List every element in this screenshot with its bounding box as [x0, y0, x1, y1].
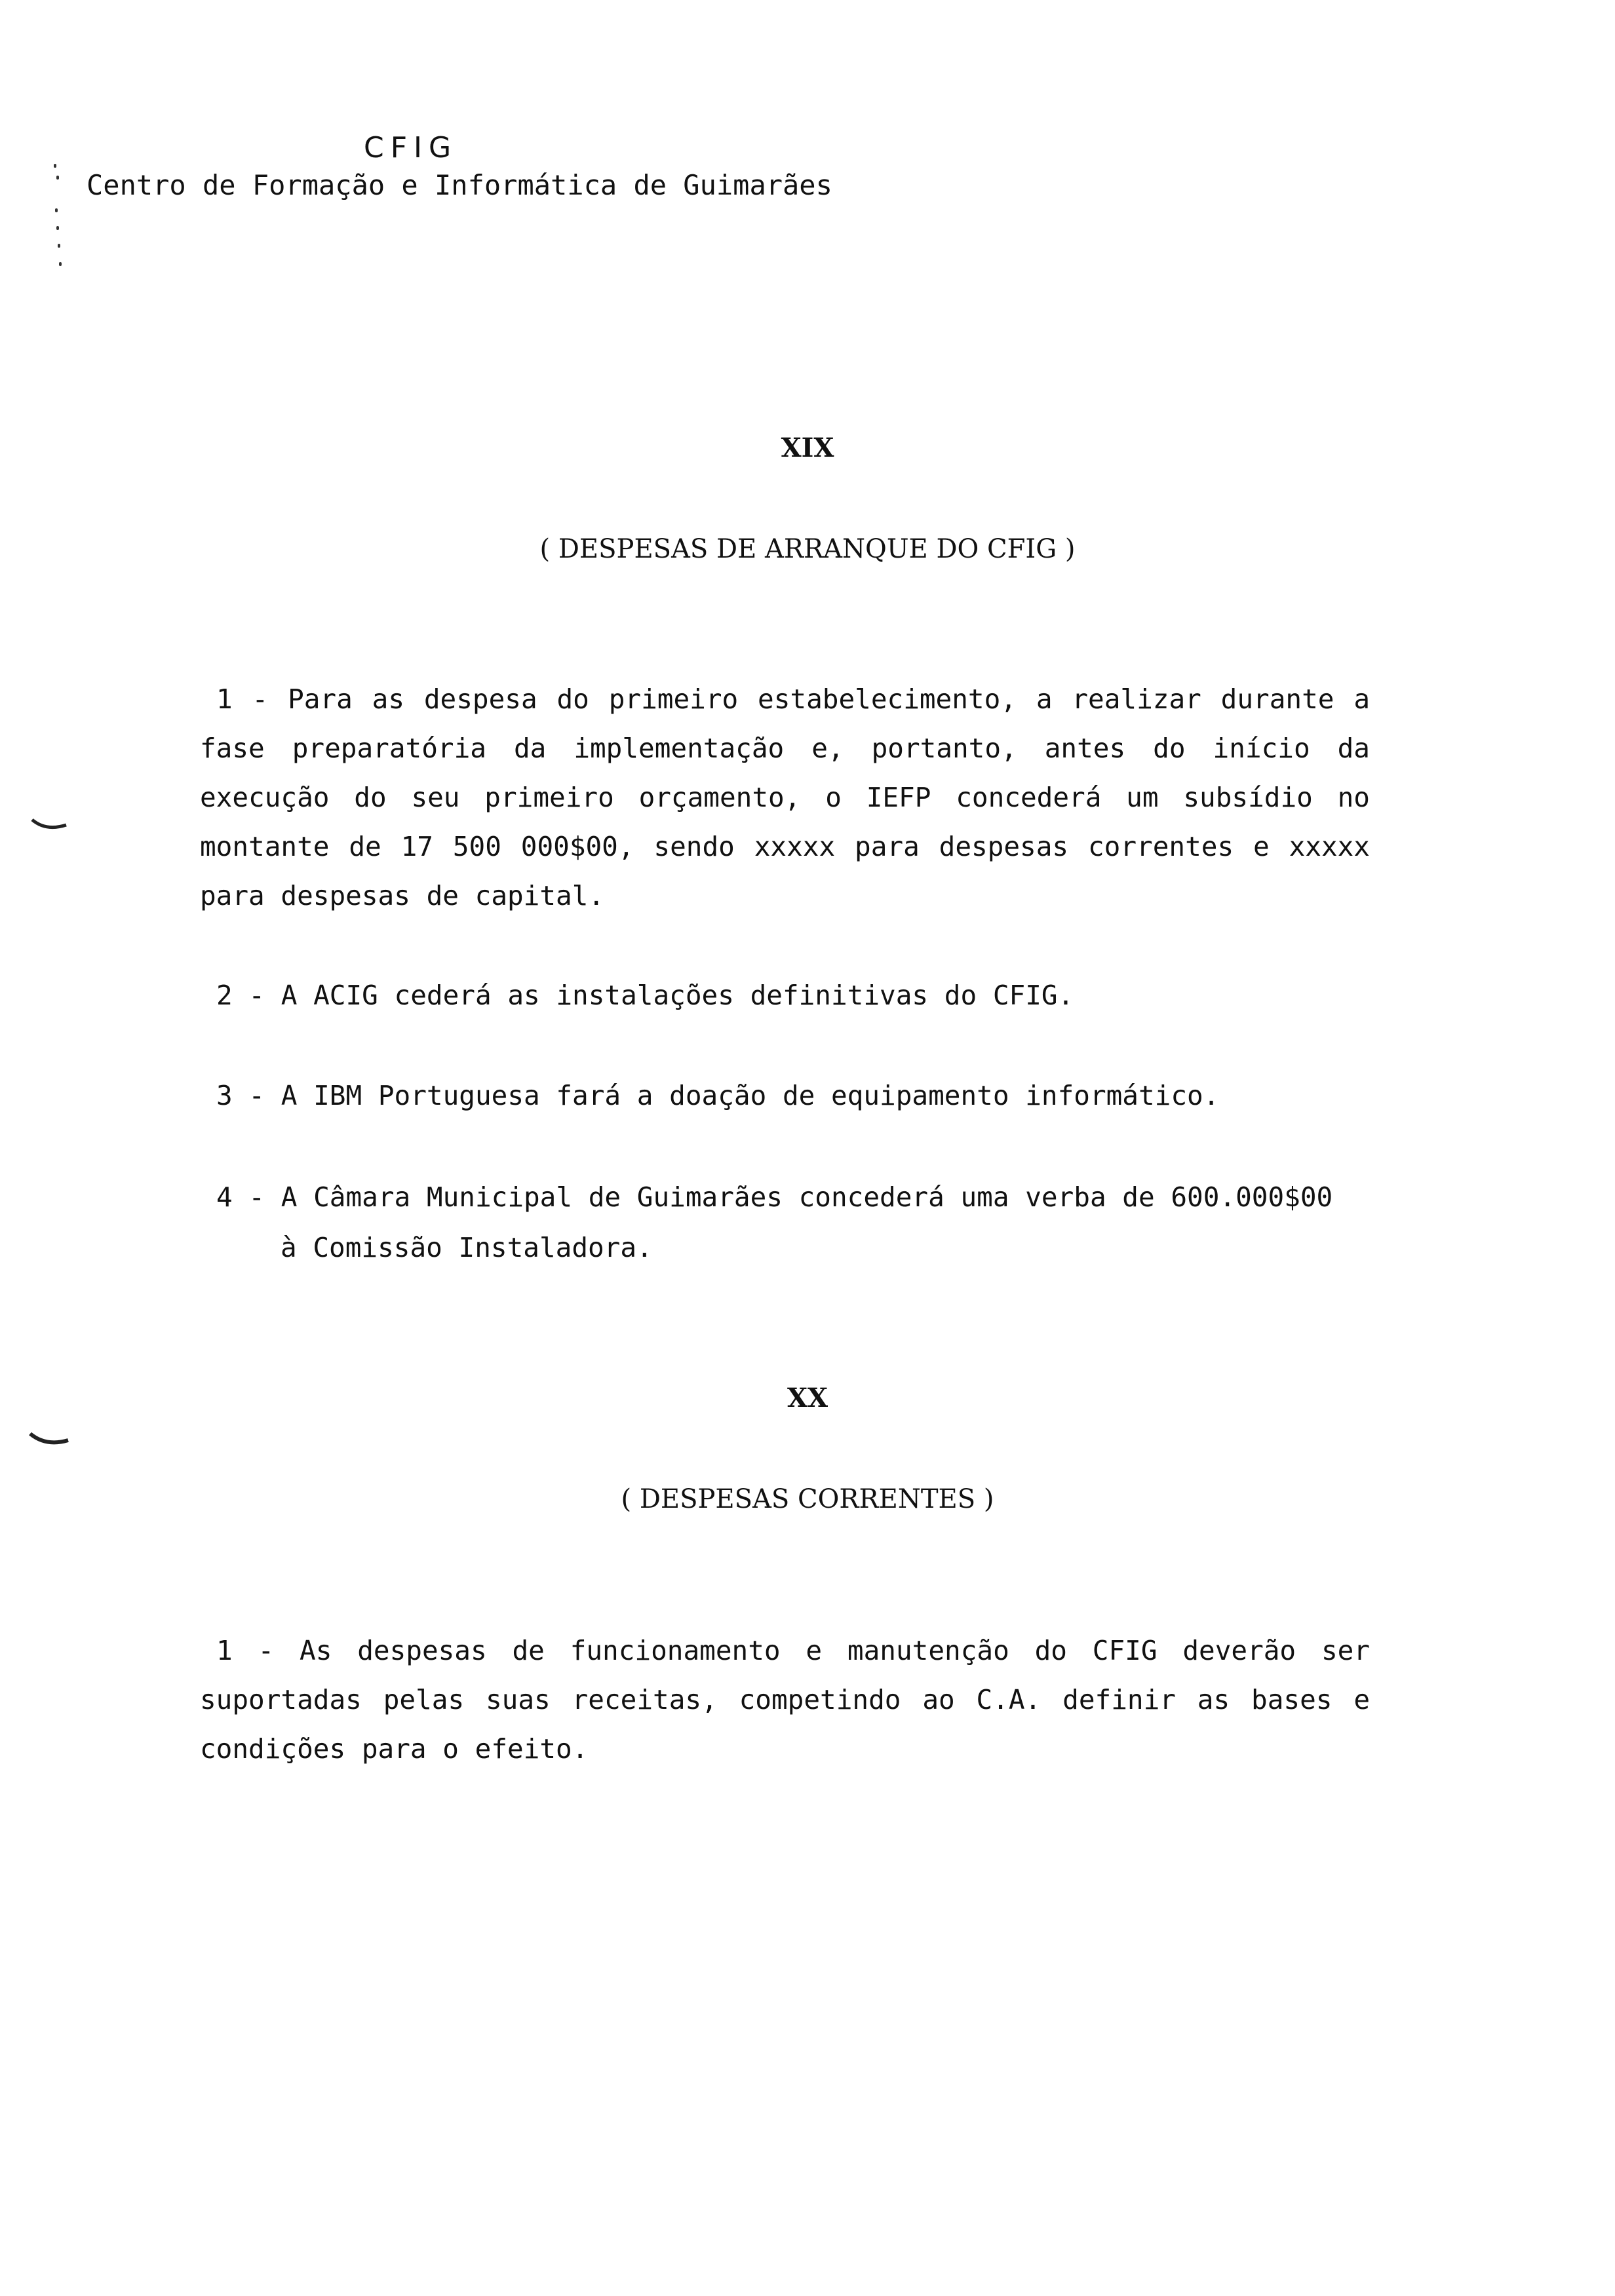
organization-name: Centro de Formação e Informática de Guimarães [87, 169, 832, 201]
section-title: ( DESPESAS DE ARRANQUE DO CFIG ) [539, 534, 1076, 564]
margin-mark [58, 244, 60, 248]
organization-logo: CFIG [364, 131, 458, 164]
clause-paragraph: 1 - Para as despesa do primeiro estabelecimento, a realizar durante a fase preparatória da implementação e, portanto, antes do início da execução do seu primeiro orçamento, o IEFP concederá um subsídio no montante de 17 500 000$00, sendo xxxxx para despesas correntes e xxxxx para despesas de capital. [200, 683, 1370, 911]
section-number: XIX [781, 432, 834, 463]
clause-paragraph: 4 - A Câmara Municipal de Guimarães concederá uma verba de 600.000$00 [216, 1181, 1333, 1213]
margin-mark [56, 226, 59, 230]
clause-paragraph: 1 - As despesas de funcionamento e manutenção do CFIG deverão ser suportadas pelas suas receitas, competindo ao C.A. definir as bases e condições para o efeito. [200, 1635, 1370, 1765]
clause-paragraph: 2 - A ACIG cederá as instalações definitivas do CFIG. [216, 980, 1074, 1011]
margin-mark [56, 176, 59, 180]
margin-mark [54, 164, 56, 168]
clause-paragraph: 3 - A IBM Portuguesa fará a doação de equipamento informático. [216, 1080, 1220, 1111]
margin-mark [55, 208, 58, 212]
section-title: ( DESPESAS CORRENTES ) [621, 1484, 994, 1514]
binder-hole-mark [26, 1428, 72, 1451]
clause-paragraph-continuation: à Comissão Instaladora. [281, 1232, 653, 1263]
binder-hole-mark [29, 816, 69, 835]
section-number: XX [787, 1383, 828, 1413]
margin-mark [59, 262, 62, 266]
